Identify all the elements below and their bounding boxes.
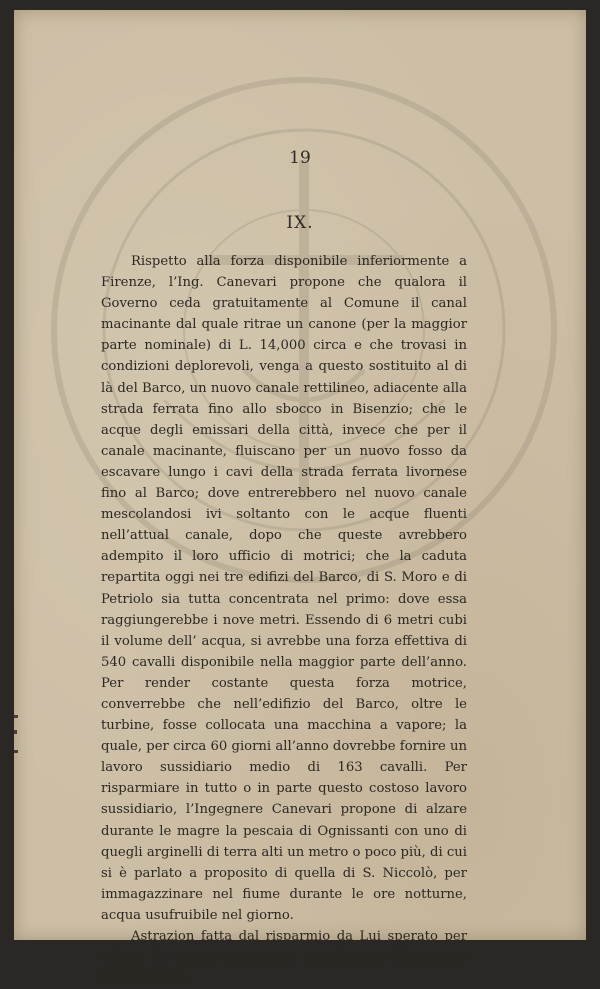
page-number: 19	[289, 148, 311, 168]
body-text	[101, 251, 467, 989]
section-heading: IX.	[286, 213, 314, 233]
document-page	[14, 10, 586, 987]
paragraph: Astrazion fatta dal risparmio da Lui sperato per effetto di questo ingegnoso espediente, l’Ingegnere Canevari pre-	[101, 929, 467, 987]
paragraph: Rispetto alla forza disponibile inferiormente a Firenze, l’Ing. Canevari propone che qualora il Governo ceda gratuitamente al Comune il canal macinante dal quale ritrae un canone (per la maggior parte nominale) di L. 14,000 circa e che trovasi in condizioni deplorevoli, venga a questo sostituito al di là del Barco, un nuovo canale rettilineo, adiacente alla strada ferrata fino allo sbocco in Bisenzio; che le acque degli emissari della città, invece che per il canale macinante, fluiscano per un nuovo fosso da escavare lungo i cavi della strada ferrata livornese fino al Barco; dove entrerebbero nel nuovo canale mescolandosi ivi soltanto con le acque fluenti nell’attual canale, dopo che queste avrebbero adempito il loro ufficio di motrici; che la caduta repartita oggi nei tre edifizi del Barco, di S. Moro e di Petriolo sia tutta concentrata nel primo: dove essa raggiungerebbe i nove metri. Essendo di 6 metri cubi il volume dell’ acqua, si avrebbe una forza effettiva di 540 cavalli disponibile nella maggior parte dell’anno. Per render costante questa forza motrice, converrebbe che nell’edifizio del Barco, oltre le turbine, fosse collocata una macchina a vapore; la quale, per circa 60 giorni all’anno dovrebbe fornire un lavoro sussidiario medio di 163 cavalli. Per risparmiare in tutto o in parte questo costoso lavoro sussidiario, l’Ingegnere Canevari propone di alzare durante le magre la pescaia di Ognissanti con uno di quegli arginelli di terra alti un metro o poco più, di cui si è parlato a proposito di quella di S. Niccolò, per immagazzinare nel fiume durante le ore notturne, acqua usufruibile nel giorno.	[101, 254, 467, 923]
binding-edge-marks	[14, 710, 22, 770]
